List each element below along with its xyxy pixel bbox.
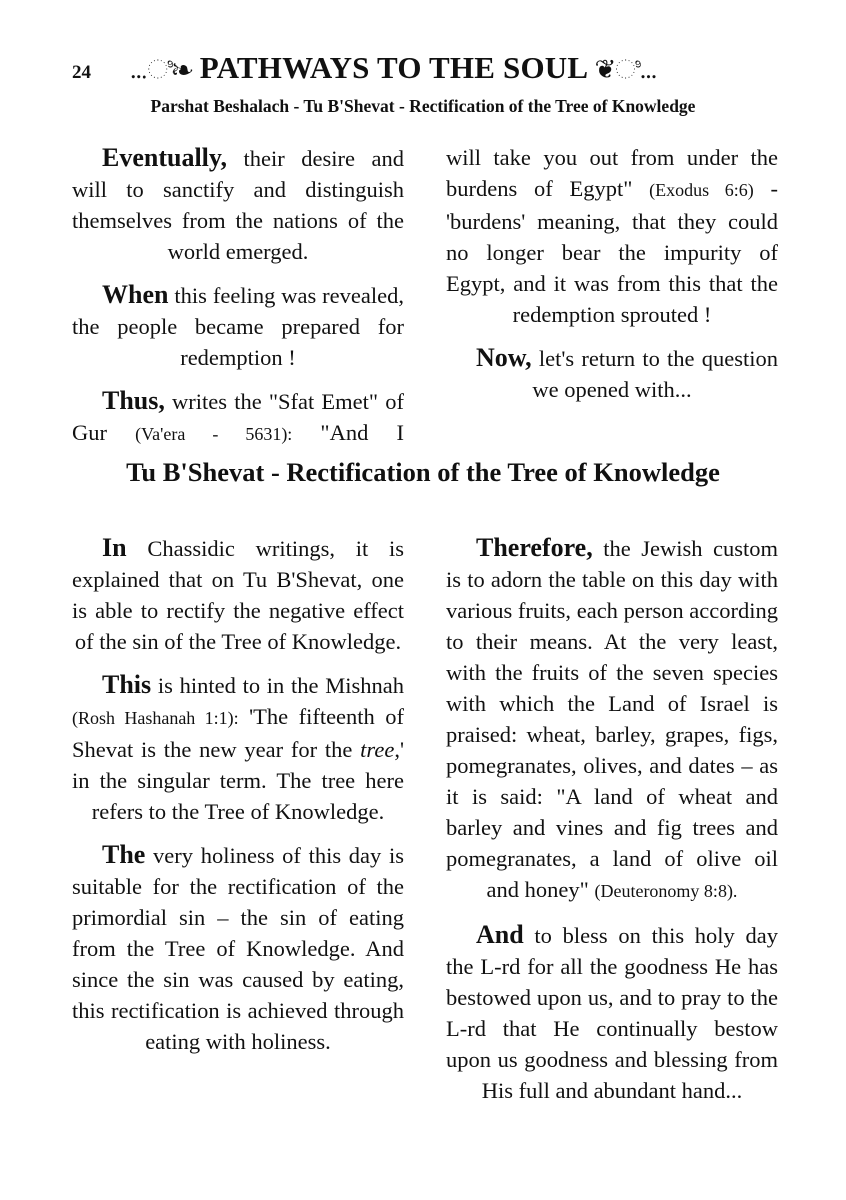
chapter-subtitle: Parshat Beshalach - Tu B'Shevat - Rectification of the Tree of Knowledge <box>150 96 696 116</box>
paragraph-text: the Jewish custom is to adorn the table on this day with various fruits, each person according to their means. At the very least, with the fruits of the seven species with which the Land of Israel is praised: wheat, barley, grapes, figs, pomegranates, olives, and dates – as it is said: "A land of wheat and barley and vines and fig trees and pomegranates, a land of olive oil and honey" <box>446 536 778 902</box>
paragraph-text: very holiness of this day is suitable for the rectification of the primordial sin – the sin of eating from the Tree of Knowledge. And since the sin was caused by eating, this rectification is achieved through eating with holiness. <box>72 843 404 1054</box>
paragraph-text: "And I <box>292 420 404 445</box>
citation: (Rosh Hashanah 1:1): <box>72 708 239 728</box>
paragraph <box>72 669 404 827</box>
section2-right-column <box>446 532 778 1118</box>
page-number: 24 <box>72 62 91 83</box>
citation: (Exodus 6:6) <box>649 180 754 200</box>
section-heading: Tu B'Shevat - Rectification of the Tree of Knowledge <box>126 457 720 487</box>
lead-word: Now, <box>476 343 532 372</box>
paragraph <box>72 532 404 657</box>
section1-right-column <box>446 142 778 417</box>
paragraph <box>446 142 778 330</box>
paragraph <box>446 532 778 907</box>
section2-left-column <box>72 532 404 1069</box>
paragraph-text: writes the "Sfat Emet" of Gur <box>72 389 404 445</box>
paragraph <box>72 142 404 267</box>
paragraph <box>72 839 404 1057</box>
paragraph-text: is hinted to in the Mishnah <box>151 673 404 698</box>
paragraph-text: their desire and will to sanctify and distinguish themselves from the nations of the world emerged. <box>72 146 404 264</box>
lead-word: The <box>102 840 146 869</box>
paragraph <box>446 342 778 405</box>
section1-left-column <box>72 142 404 462</box>
book-title: PATHWAYS TO THE SOUL <box>199 50 587 85</box>
paragraph-text: Chassidic writings, it is explained that on Tu B'Shevat, one is able to rectify the negative effect of the sin of the Tree of Knowledge. <box>72 536 404 654</box>
lead-word: Thus, <box>102 386 165 415</box>
paragraph-text: ,' in the singular term. The tree here refers to the Tree of Knowledge. <box>72 737 404 824</box>
ornament-left-icon: ...ಿ❧ <box>130 55 192 84</box>
citation: (Va'era - 5631): <box>135 424 293 444</box>
running-title <box>130 50 656 86</box>
paragraph-text: let's return to the question we opened with... <box>531 346 778 402</box>
emphasis: tree <box>360 737 395 762</box>
lead-word: When <box>102 280 169 309</box>
paragraph-text: this feeling was revealed, the people became prepared for redemption ! <box>72 283 404 370</box>
paragraph <box>446 919 778 1106</box>
paragraph-text: - 'burdens' meaning, that they could no longer bear the impurity of Egypt, and it was from this that the redemption sprouted ! <box>446 176 778 327</box>
paragraph-text: 'The fifteenth of Shevat is the new year for the <box>72 704 404 762</box>
lead-word: In <box>102 533 127 562</box>
paragraph <box>72 385 404 450</box>
paragraph <box>72 279 404 373</box>
paragraph-text: to bless on this holy day the L-rd for all the goodness He has bestowed upon us, and to pray to the L-rd that He continually bestow upon us goodness and blessing from His full and abundant hand... <box>446 923 778 1103</box>
lead-word: Therefore, <box>476 533 593 562</box>
lead-word: And <box>476 920 524 949</box>
citation: (Deuteronomy 8:8). <box>594 881 738 901</box>
lead-word: Eventually, <box>102 143 227 172</box>
lead-word: This <box>102 670 152 699</box>
paragraph-text: will take you out from under the burdens of Egypt" <box>446 145 778 201</box>
ornament-right-icon: ❦ಿ... <box>594 55 657 84</box>
